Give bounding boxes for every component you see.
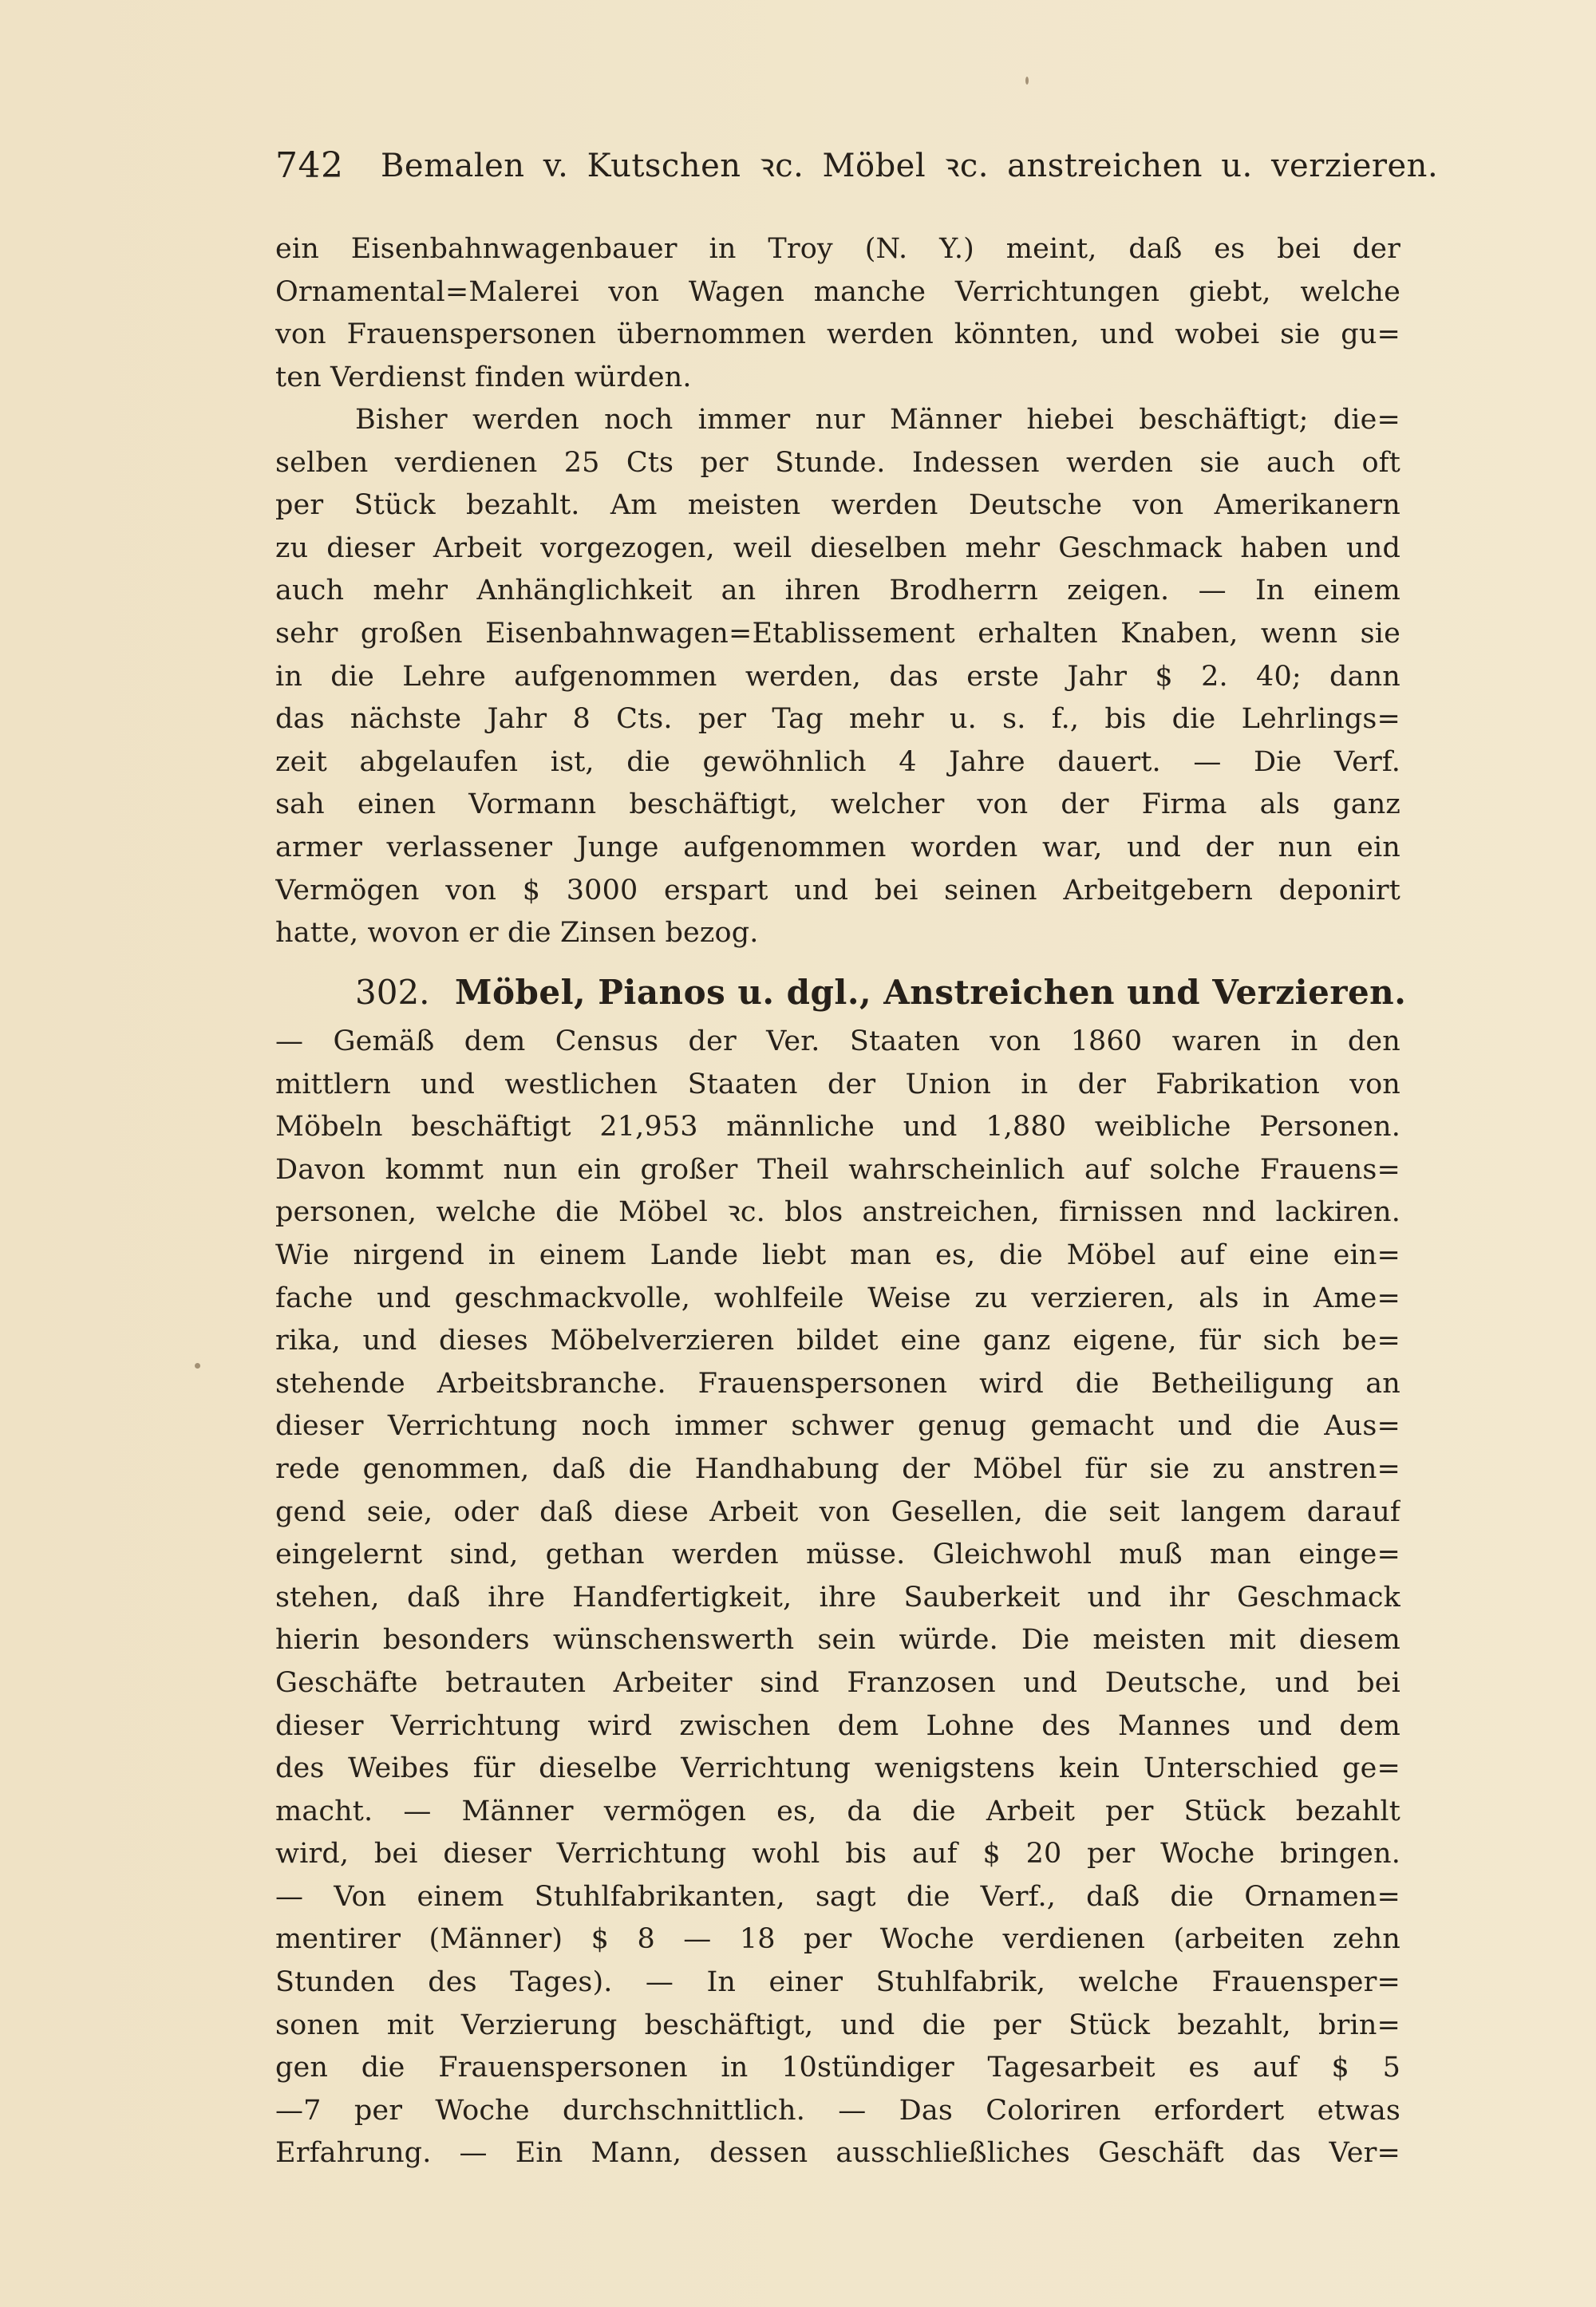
text-line: dieser Verrichtung wird zwischen dem Lohne des Mannes und dem <box>275 1709 1400 1742</box>
text-line: — Gemäß dem Census der Ver. Staaten von 1860 waren in den <box>275 1025 1400 1057</box>
text-line: — Von einem Stuhlfabrikanten, sagt die Verf., daß die Ornamen= <box>275 1880 1400 1913</box>
text-line: das nächste Jahr 8 Cts. per Tag mehr u. s. f., bis die Lehrlings= <box>275 703 1400 736</box>
text-line: mentirer (Männer) $ 8 — 18 per Woche verdienen (arbeiten zehn <box>275 1923 1400 1956</box>
text-line: Stunden des Tages). — In einer Stuhlfabrik, welche Frauensper= <box>275 1966 1400 1999</box>
text-line: gend seie, oder daß diese Arbeit von Gesellen, die seit langem darauf <box>275 1495 1400 1528</box>
text-line: ein Eisenbahnwagenbauer in Troy (N. Y.) meint, daß es bei der <box>275 233 1400 265</box>
paper-speck <box>1025 77 1029 85</box>
text-line: in die Lehre aufgenommen werden, das erste Jahr $ 2. 40; dann <box>275 660 1400 693</box>
text-line: wird, bei dieser Verrichtung wohl bis auf $ 20 per Woche bringen. <box>275 1838 1400 1870</box>
paragraph-continuation <box>275 228 1400 399</box>
text-line: Vermögen von $ 3000 erspart und bei seinen Arbeitgebern deponirt <box>275 874 1400 907</box>
running-title: Bemalen v. Kutschen ꝛc. Möbel ꝛc. anstreichen u. verzieren. <box>381 148 1439 184</box>
text-line: stehende Arbeitsbranche. Frauenspersonen wird die Betheiligung an <box>275 1367 1400 1400</box>
text-line: von Frauenspersonen übernommen werden könnten, und wobei sie gu= <box>275 318 1400 351</box>
text-line: sonen mit Verzierung beschäftigt, und die per Stück bezahlt, brin= <box>275 2009 1400 2041</box>
text-line: Erfahrung. — Ein Mann, dessen ausschließliches Geschäft das Ver= <box>275 2137 1400 2170</box>
text-line: des Weibes für dieselbe Verrichtung wenigstens kein Unterschied ge= <box>275 1752 1400 1785</box>
text-line: personen, welche die Möbel ꝛc. blos anstreichen, firnissen nnd lackiren. <box>275 1196 1400 1229</box>
text-line: sah einen Vormann beschäftigt, welcher von der Firma als ganz <box>275 788 1400 821</box>
text-line: gen die Frauenspersonen in 10stündiger Tagesarbeit es auf $ 5 <box>275 2052 1400 2084</box>
text-line: sehr großen Eisenbahnwagen=Etablissement erhalten Knaben, wenn sie <box>275 617 1400 650</box>
text-line: eingelernt sind, gethan werden müsse. Gleichwohl muß man einge= <box>275 1539 1400 1571</box>
paper-speck <box>195 1363 200 1369</box>
text-line: rika, und dieses Möbelverzieren bildet eine ganz eigene, für sich be= <box>275 1325 1400 1357</box>
text-line: Wie nirgend in einem Lande liebt man es, die Möbel auf eine ein= <box>275 1238 1400 1271</box>
text-line: hierin besonders wünschenswerth sein würde. Die meisten mit diesem <box>275 1624 1400 1657</box>
section-title: Möbel, Pianos u. dgl., Anstreichen und Verzieren. <box>455 973 1407 1012</box>
text-line: auch mehr Anhänglichkeit an ihren Brodherrn zeigen. — In einem <box>275 575 1400 607</box>
text-line: Ornamental=Malerei von Wagen manche Verrichtungen giebt, welche <box>275 275 1400 308</box>
text-line: Bisher werden noch immer nur Männer hiebei beschäftigt; die= <box>355 404 1400 436</box>
text-line: hatte, wovon er die Zinsen bezog. <box>275 917 759 950</box>
text-line: —7 per Woche durchschnittlich. — Das Coloriren erfordert etwas <box>275 2094 1400 2127</box>
text-line: selben verdienen 25 Cts per Stunde. Indessen werden sie auch oft <box>275 446 1400 479</box>
text-line: macht. — Männer vermögen es, da die Arbeit per Stück bezahlt <box>275 1795 1400 1827</box>
text-line: fache und geschmackvolle, wohlfeile Weise zu verzieren, als in Ame= <box>275 1282 1400 1314</box>
text-line: Davon kommt nun ein großer Theil wahrscheinlich auf solche Frauens= <box>275 1153 1400 1186</box>
text-line: per Stück bezahlt. Am meisten werden Deutsche von Amerikanern <box>275 489 1400 522</box>
paragraph-wages <box>275 399 1400 955</box>
text-line: dieser Verrichtung noch immer schwer genug gemacht und die Aus= <box>275 1410 1400 1443</box>
text-line: rede genommen, daß die Handhabung der Möbel für sie zu anstren= <box>275 1452 1400 1485</box>
text-line: Möbeln beschäftigt 21,953 männliche und 1,880 weibliche Personen. <box>275 1111 1400 1144</box>
text-line: Geschäfte betrauten Arbeiter sind Franzosen und Deutsche, und bei <box>275 1666 1400 1699</box>
text-line: mittlern und westlichen Staaten der Union in der Fabrikation von <box>275 1068 1400 1100</box>
text-line: zeit abgelaufen ist, die gewöhnlich 4 Jahre dauert. — Die Verf. <box>275 745 1400 778</box>
page-number: 742 <box>275 145 344 186</box>
text-line: ten Verdienst finden würden. <box>275 361 692 393</box>
text-line: armer verlassener Junge aufgenommen worden war, und der nun ein <box>275 831 1400 863</box>
text-line: zu dieser Arbeit vorgezogen, weil dieselben mehr Geschmack haben und <box>275 531 1400 564</box>
section-heading <box>275 968 1407 1017</box>
page-header <box>275 142 1439 190</box>
section-number: 302. <box>355 973 430 1012</box>
section-body <box>275 1021 1400 2175</box>
text-line: stehen, daß ihre Handfertigkeit, ihre Sauberkeit und ihr Geschmack <box>275 1581 1400 1614</box>
